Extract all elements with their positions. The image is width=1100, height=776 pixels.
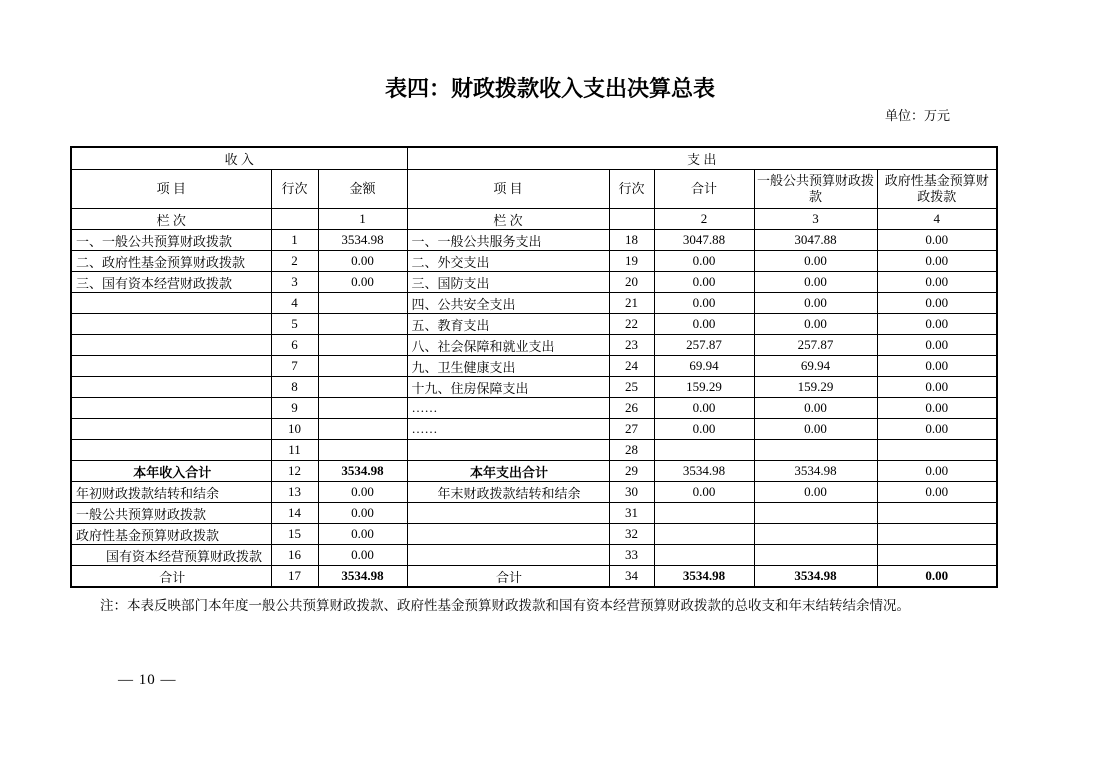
expense-line-cell: 19	[609, 251, 654, 272]
expense-section-header: 支 出	[407, 147, 997, 170]
page-number: — 10 —	[118, 672, 177, 688]
expense-total-cell	[654, 440, 754, 461]
expense-general-cell: 0.00	[754, 314, 877, 335]
expense-fund-cell: 0.00	[877, 419, 997, 440]
expense-general-cell: 3534.98	[754, 461, 877, 482]
index-col-4: 4	[877, 209, 997, 230]
income-line-cell: 2	[271, 251, 318, 272]
expense-line-cell: 25	[609, 377, 654, 398]
income-item-cell: 国有资本经营预算财政拨款	[71, 545, 271, 566]
col-header-expense-item: 项 目	[407, 170, 609, 209]
expense-item-cell	[407, 545, 609, 566]
table-row	[71, 524, 997, 545]
expense-fund-cell	[877, 524, 997, 545]
col-header-income-line: 行次	[271, 170, 318, 209]
expense-general-cell: 257.87	[754, 335, 877, 356]
income-line-cell: 9	[271, 398, 318, 419]
expense-item-cell: 合计	[407, 566, 609, 588]
expense-general-cell: 159.29	[754, 377, 877, 398]
expense-total-cell: 3534.98	[654, 566, 754, 588]
expense-item-cell	[407, 440, 609, 461]
table-body	[71, 230, 997, 588]
income-amount-cell	[318, 356, 407, 377]
expense-item-cell	[407, 524, 609, 545]
expense-general-cell: 3534.98	[754, 566, 877, 588]
expense-fund-cell: 0.00	[877, 251, 997, 272]
income-item-cell	[71, 314, 271, 335]
income-amount-cell: 0.00	[318, 251, 407, 272]
expense-total-cell: 0.00	[654, 251, 754, 272]
income-item-cell	[71, 293, 271, 314]
expense-total-cell: 0.00	[654, 314, 754, 335]
income-line-cell: 12	[271, 461, 318, 482]
income-line-cell: 11	[271, 440, 318, 461]
expense-general-cell: 0.00	[754, 482, 877, 503]
income-section-header: 收 入	[71, 147, 407, 170]
income-line-cell: 14	[271, 503, 318, 524]
expense-fund-cell: 0.00	[877, 377, 997, 398]
expense-line-cell: 34	[609, 566, 654, 588]
income-item-cell	[71, 398, 271, 419]
income-amount-cell: 0.00	[318, 272, 407, 293]
table-row	[71, 314, 997, 335]
expense-general-cell: 0.00	[754, 293, 877, 314]
table-row	[71, 503, 997, 524]
income-line-cell: 17	[271, 566, 318, 588]
table-row	[71, 566, 997, 588]
table-row	[71, 335, 997, 356]
col-header-expense-general: 一般公共预算财政拨款	[754, 170, 877, 209]
expense-fund-cell: 0.00	[877, 461, 997, 482]
index-col-3: 3	[754, 209, 877, 230]
table-row	[71, 440, 997, 461]
expense-item-cell: 九、卫生健康支出	[407, 356, 609, 377]
index-income-label: 栏 次	[71, 209, 271, 230]
expense-fund-cell: 0.00	[877, 482, 997, 503]
expense-line-cell: 26	[609, 398, 654, 419]
table-row	[71, 272, 997, 293]
income-amount-cell	[318, 398, 407, 419]
expense-line-cell: 18	[609, 230, 654, 251]
income-item-cell: 政府性基金预算财政拨款	[71, 524, 271, 545]
expense-fund-cell: 0.00	[877, 398, 997, 419]
income-item-cell	[71, 419, 271, 440]
table-row	[71, 461, 997, 482]
income-amount-cell: 0.00	[318, 503, 407, 524]
expense-item-cell: 十九、住房保障支出	[407, 377, 609, 398]
expense-line-cell: 28	[609, 440, 654, 461]
expense-item-cell: 五、教育支出	[407, 314, 609, 335]
page-title: 表四：财政拨款收入支出决算总表	[384, 76, 715, 101]
income-line-cell: 8	[271, 377, 318, 398]
index-expense-line-blank	[609, 209, 654, 230]
income-item-cell: 三、国有资本经营财政拨款	[71, 272, 271, 293]
income-line-cell: 6	[271, 335, 318, 356]
income-amount-cell: 3534.98	[318, 230, 407, 251]
expense-fund-cell: 0.00	[877, 566, 997, 588]
expense-fund-cell: 0.00	[877, 356, 997, 377]
income-item-cell: 二、政府性基金预算财政拨款	[71, 251, 271, 272]
income-item-cell	[71, 377, 271, 398]
expense-total-cell: 0.00	[654, 293, 754, 314]
income-amount-cell: 0.00	[318, 545, 407, 566]
expense-line-cell: 33	[609, 545, 654, 566]
expense-general-cell	[754, 545, 877, 566]
expense-line-cell: 29	[609, 461, 654, 482]
expense-line-cell: 21	[609, 293, 654, 314]
expense-item-cell: ……	[407, 398, 609, 419]
expense-fund-cell: 0.00	[877, 314, 997, 335]
table-row	[71, 251, 997, 272]
income-line-cell: 16	[271, 545, 318, 566]
table-row	[71, 545, 997, 566]
expense-item-cell: 八、社会保障和就业支出	[407, 335, 609, 356]
col-header-income-amount: 金额	[318, 170, 407, 209]
expense-general-cell	[754, 524, 877, 545]
expense-general-cell: 0.00	[754, 398, 877, 419]
expense-total-cell: 3534.98	[654, 461, 754, 482]
section-header-row	[71, 147, 997, 170]
income-line-cell: 1	[271, 230, 318, 251]
expense-item-cell: 年末财政拨款结转和结余	[407, 482, 609, 503]
expense-item-cell	[407, 503, 609, 524]
table-row	[71, 377, 997, 398]
expense-item-cell: ……	[407, 419, 609, 440]
expense-total-cell: 69.94	[654, 356, 754, 377]
unit-label: 单位：万元	[884, 108, 950, 123]
expense-general-cell: 69.94	[754, 356, 877, 377]
expense-total-cell: 0.00	[654, 419, 754, 440]
expense-line-cell: 27	[609, 419, 654, 440]
expense-fund-cell: 0.00	[877, 293, 997, 314]
expense-line-cell: 32	[609, 524, 654, 545]
table-row	[71, 293, 997, 314]
table-row	[71, 419, 997, 440]
expense-item-cell: 三、国防支出	[407, 272, 609, 293]
expense-fund-cell: 0.00	[877, 230, 997, 251]
income-line-cell: 3	[271, 272, 318, 293]
income-item-cell: 年初财政拨款结转和结余	[71, 482, 271, 503]
expense-general-cell: 0.00	[754, 251, 877, 272]
expense-total-cell: 159.29	[654, 377, 754, 398]
expense-general-cell: 0.00	[754, 272, 877, 293]
income-item-cell: 本年收入合计	[71, 461, 271, 482]
expense-item-cell: 二、外交支出	[407, 251, 609, 272]
income-item-cell	[71, 440, 271, 461]
expense-line-cell: 30	[609, 482, 654, 503]
expense-general-cell	[754, 503, 877, 524]
table-row	[71, 230, 997, 251]
income-item-cell: 一、一般公共预算财政拨款	[71, 230, 271, 251]
table-note: 注：本表反映部门本年度一般公共预算财政拨款、政府性基金预算财政拨款和国有资本经营预算财政拨款的总收支和年末结转结余情况。	[100, 598, 910, 613]
income-item-cell: 一般公共预算财政拨款	[71, 503, 271, 524]
income-amount-cell: 3534.98	[318, 461, 407, 482]
expense-fund-cell: 0.00	[877, 335, 997, 356]
col-header-expense-line: 行次	[609, 170, 654, 209]
income-amount-cell	[318, 335, 407, 356]
expense-total-cell	[654, 524, 754, 545]
col-header-income-item: 项 目	[71, 170, 271, 209]
income-amount-cell: 0.00	[318, 482, 407, 503]
expense-total-cell: 3047.88	[654, 230, 754, 251]
expense-line-cell: 20	[609, 272, 654, 293]
income-amount-cell: 0.00	[318, 524, 407, 545]
income-line-cell: 13	[271, 482, 318, 503]
expense-line-cell: 23	[609, 335, 654, 356]
col-header-expense-fund: 政府性基金预算财政拨款	[877, 170, 997, 209]
income-amount-cell	[318, 293, 407, 314]
expense-fund-cell	[877, 440, 997, 461]
column-header-row	[71, 170, 997, 209]
index-col-1: 1	[318, 209, 407, 230]
income-item-cell	[71, 356, 271, 377]
index-income-line-blank	[271, 209, 318, 230]
index-expense-label: 栏 次	[407, 209, 609, 230]
income-amount-cell	[318, 377, 407, 398]
expense-line-cell: 22	[609, 314, 654, 335]
table-row	[71, 398, 997, 419]
expense-total-cell	[654, 503, 754, 524]
income-amount-cell	[318, 314, 407, 335]
expense-fund-cell: 0.00	[877, 272, 997, 293]
expense-total-cell: 0.00	[654, 272, 754, 293]
expense-total-cell: 257.87	[654, 335, 754, 356]
expense-general-cell	[754, 440, 877, 461]
column-index-row	[71, 209, 997, 230]
income-amount-cell: 3534.98	[318, 566, 407, 588]
table-row	[71, 482, 997, 503]
expense-general-cell: 3047.88	[754, 230, 877, 251]
expense-fund-cell	[877, 545, 997, 566]
expense-total-cell	[654, 545, 754, 566]
table-row	[71, 356, 997, 377]
fiscal-appropriation-table	[70, 146, 998, 588]
expense-item-cell: 一、一般公共服务支出	[407, 230, 609, 251]
income-item-cell	[71, 335, 271, 356]
expense-total-cell: 0.00	[654, 398, 754, 419]
income-line-cell: 10	[271, 419, 318, 440]
income-item-cell: 合计	[71, 566, 271, 588]
expense-line-cell: 31	[609, 503, 654, 524]
income-amount-cell	[318, 419, 407, 440]
income-line-cell: 4	[271, 293, 318, 314]
index-col-2: 2	[654, 209, 754, 230]
income-amount-cell	[318, 440, 407, 461]
expense-general-cell: 0.00	[754, 419, 877, 440]
expense-item-cell: 四、公共安全支出	[407, 293, 609, 314]
income-line-cell: 15	[271, 524, 318, 545]
col-header-expense-total: 合计	[654, 170, 754, 209]
expense-item-cell: 本年支出合计	[407, 461, 609, 482]
expense-fund-cell	[877, 503, 997, 524]
income-line-cell: 7	[271, 356, 318, 377]
expense-total-cell: 0.00	[654, 482, 754, 503]
income-line-cell: 5	[271, 314, 318, 335]
expense-line-cell: 24	[609, 356, 654, 377]
